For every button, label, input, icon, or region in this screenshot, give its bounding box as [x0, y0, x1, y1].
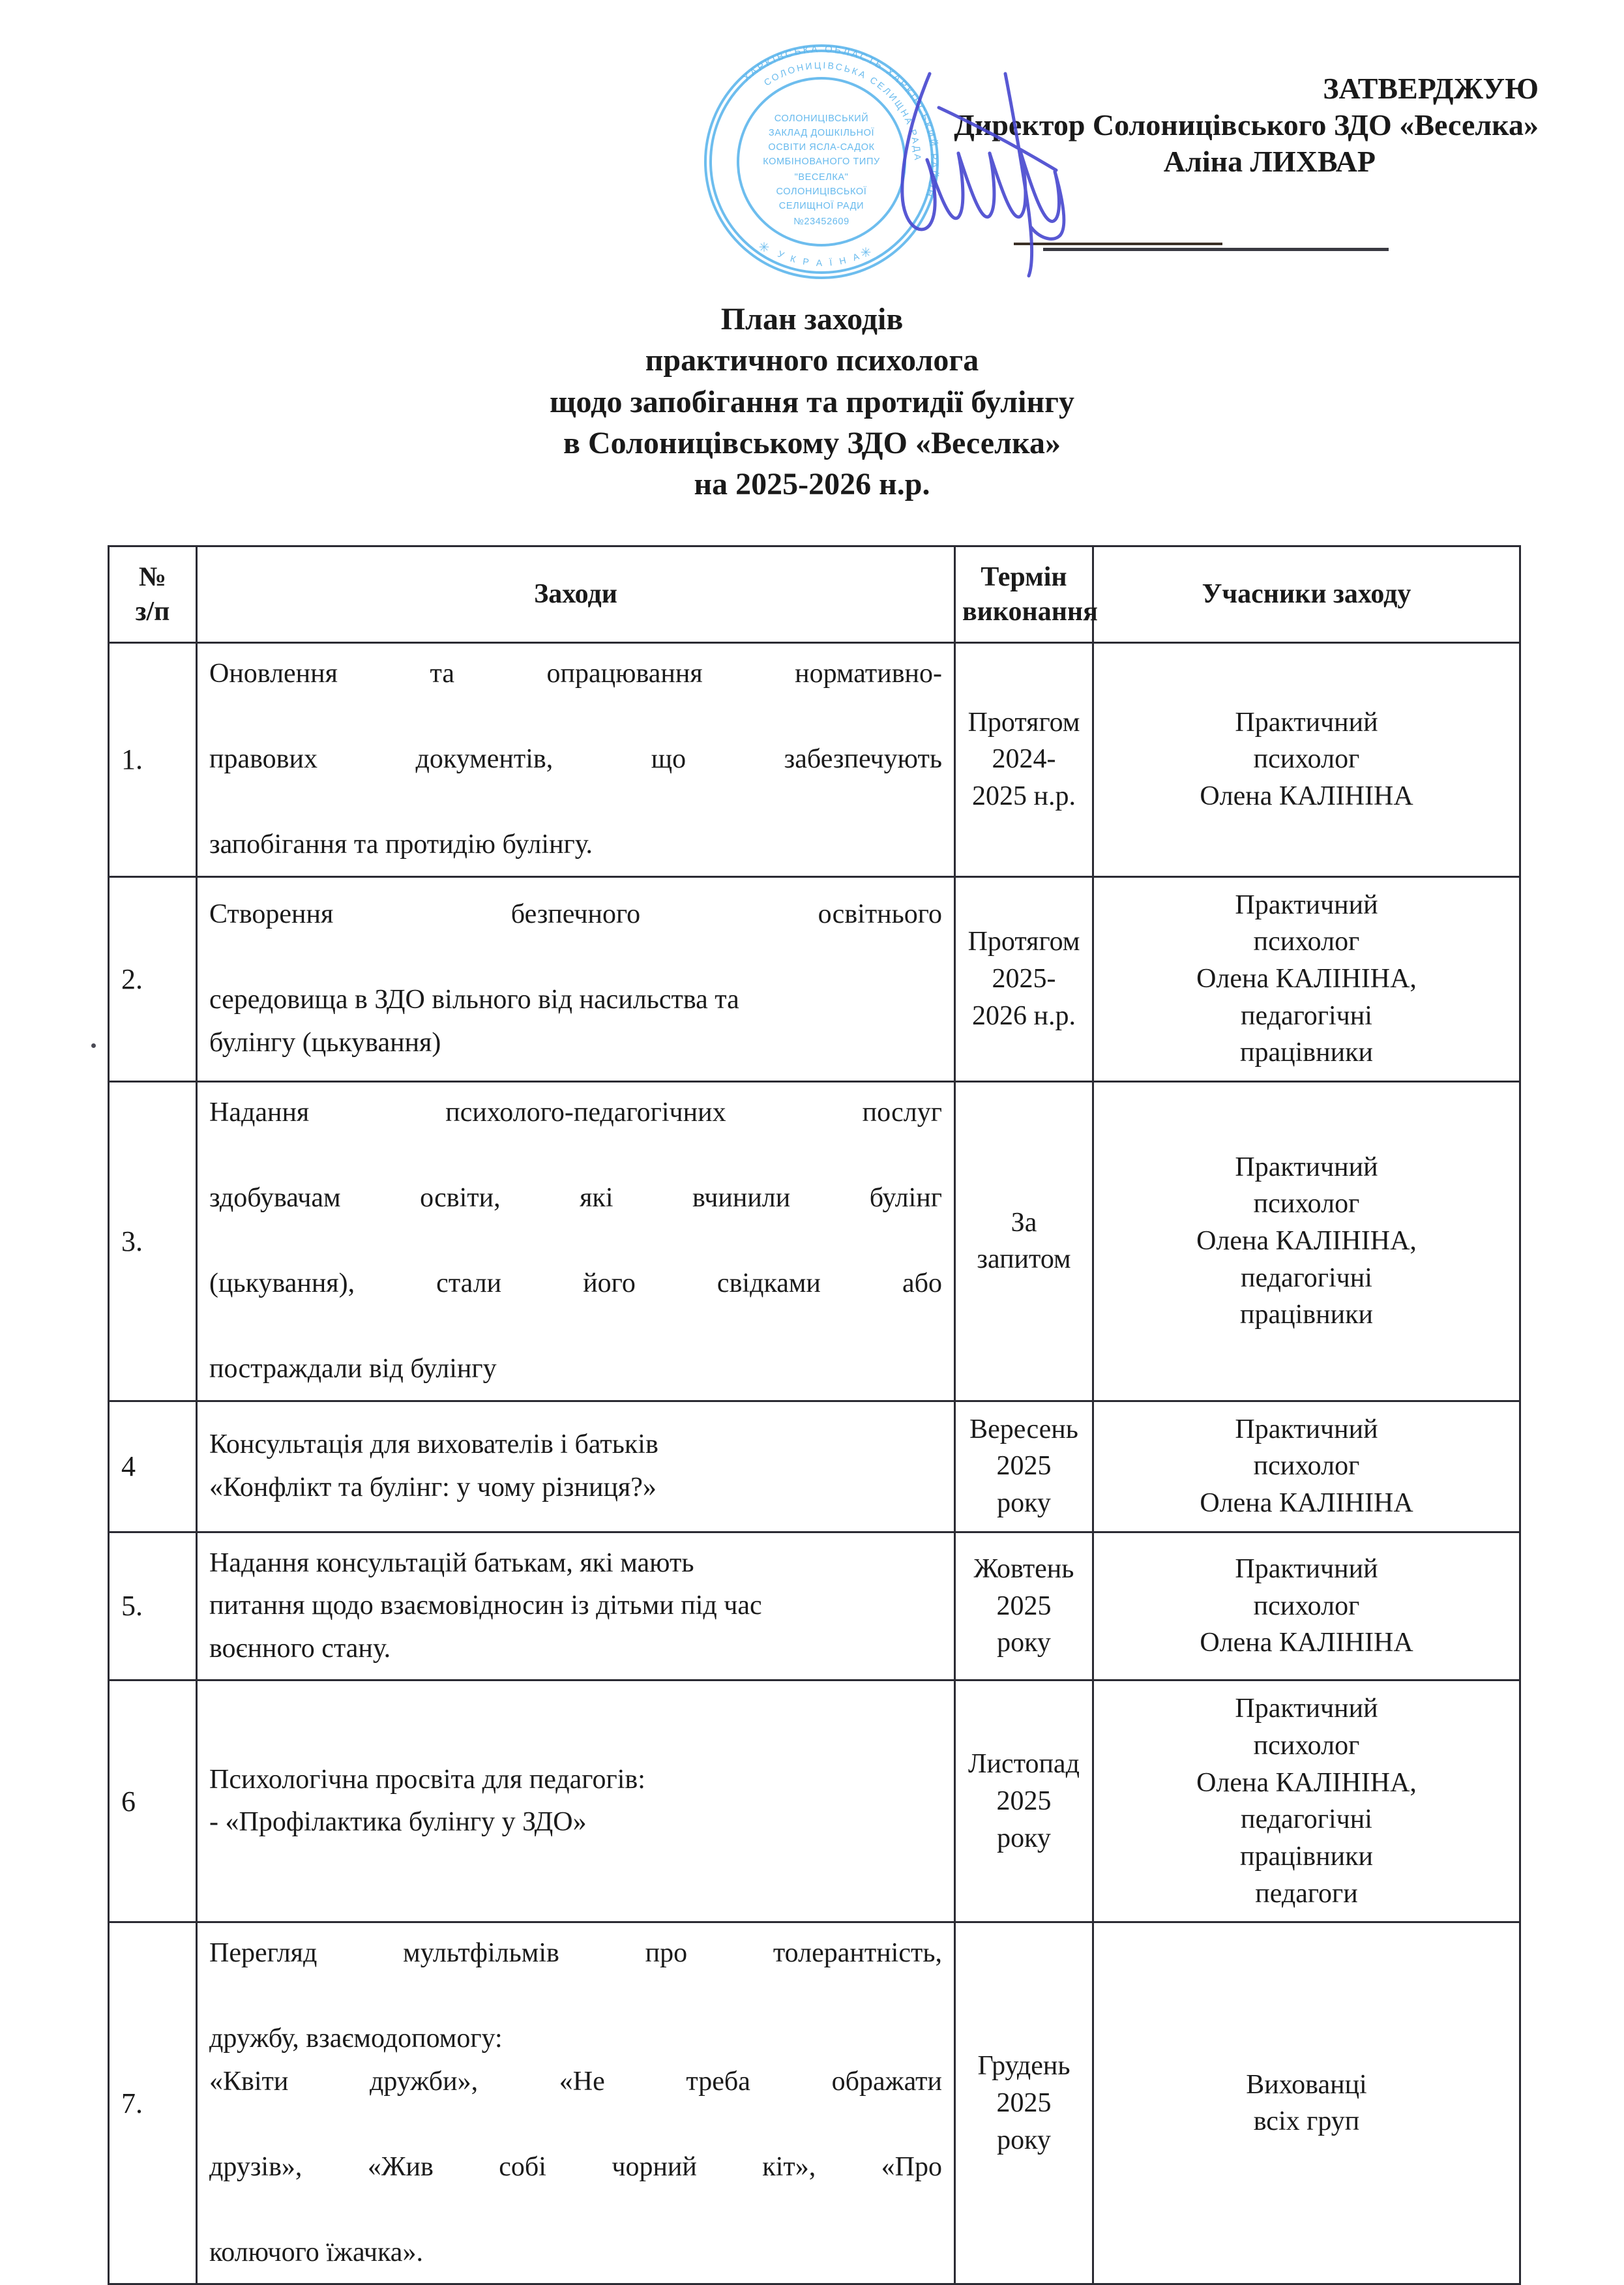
plan-table [108, 545, 1521, 2285]
stamp-center-line-2: ЗАКЛАД ДОШКІЛЬНОЇ [768, 128, 875, 138]
term-line: За запитом [977, 1207, 1071, 1275]
approval-name-line: Аліна ЛИХВАР [1163, 145, 1376, 179]
scan-artifact-dot [91, 1043, 96, 1048]
activity-line: друзів», «Жив собі чорний кіт», «Про [209, 2151, 942, 2182]
participant-line: педагогічні [1241, 1000, 1372, 1031]
participant-line: психолог [1253, 1189, 1360, 1219]
participants-cell [1093, 1082, 1520, 1401]
column-header-number-line-1: № [138, 562, 167, 592]
title-line-2: практичного психолога [645, 343, 979, 378]
column-header-number-line-2: з/п [135, 596, 170, 627]
table-header-row [109, 546, 1520, 643]
approval-block [678, 70, 1539, 180]
activity-line: (цькування), стали його свідками або [209, 1268, 942, 1299]
row-number: 2. [109, 876, 197, 1081]
table-row [109, 1680, 1520, 1922]
stamp-center-line-7: СЕЛИЩНОЇ РАДИ [778, 201, 864, 211]
stamp-inner-ring-text: СОЛОНИЦІВСЬКА СЕЛИЩНА РАДА [761, 59, 924, 162]
participant-line: Олена КАЛІНІНА [1200, 781, 1413, 812]
table-row [109, 1532, 1520, 1680]
activity-line: - «Профілактика булінгу у ЗДО» [209, 1807, 587, 1838]
row-number: 4 [109, 1401, 197, 1532]
row-number: 1. [109, 643, 197, 877]
stamp-bottom-text: У К Р А Ї Н А [776, 248, 863, 269]
table-row [109, 1922, 1520, 2284]
activity-line: Консультація для вихователів і батьків [209, 1429, 658, 1460]
participant-line: психолог [1253, 1591, 1360, 1621]
participant-line: педагогічні [1241, 1262, 1372, 1293]
participant-line: Вихованці [1246, 2069, 1367, 2100]
activity-cell [197, 1401, 955, 1532]
term-cell [955, 876, 1093, 1081]
column-header-participants: Учасники заходу [1093, 546, 1520, 643]
participants-cell [1093, 1922, 1520, 2284]
activity-line: Надання психолого-педагогічних послуг [209, 1098, 942, 1128]
signature-rule-lower [1043, 248, 1389, 251]
activity-cell [197, 876, 955, 1081]
term-line: 2025 року [996, 1591, 1052, 1658]
participant-line: Практичний [1235, 889, 1378, 920]
participant-line: педагоги [1255, 1878, 1358, 1909]
participant-line: працівники [1240, 1300, 1373, 1330]
row-number: 6 [109, 1680, 197, 1922]
activity-line: Оновлення та опрацювання нормативно- [209, 659, 942, 689]
participant-line: Практичний [1235, 707, 1378, 738]
term-cell [955, 1401, 1093, 1532]
activity-line: питання щодо взаємовідносин із дітьми під час [209, 1591, 762, 1621]
column-header-term-line-2: виконання [962, 596, 1098, 627]
title-line-4: в Солоницівському ЗДО «Веселка» [563, 426, 1061, 461]
approval-heading: ЗАТВЕРДЖУЮ [1323, 72, 1539, 105]
activity-line: Психологічна просвіта для педагогів: [209, 1764, 645, 1795]
activity-line: Надання консультацій батькам, які мають [209, 1547, 694, 1578]
table-row [109, 1401, 1520, 1532]
activity-line: постраждали від булінгу [209, 1354, 497, 1384]
activity-line: Створення безпечного освітнього [209, 899, 942, 930]
term-cell [955, 1680, 1093, 1922]
term-line: Грудень [977, 2051, 1070, 2082]
term-line: Протягом [967, 707, 1080, 738]
page-title [0, 299, 1624, 505]
activity-line: «Конфлікт та булінг: у чому різниця?» [209, 1472, 657, 1502]
participant-line: педагогічні [1241, 1804, 1372, 1835]
row-number: 3. [109, 1082, 197, 1401]
participant-line: Олена КАЛІНІНА, [1196, 963, 1417, 994]
term-cell [955, 643, 1093, 877]
activity-line: воєнного стану. [209, 1633, 391, 1664]
activity-cell [197, 643, 955, 877]
participant-line: Олена КАЛІНІНА [1200, 1628, 1413, 1658]
term-line: Листопад [968, 1749, 1080, 1780]
table-row [109, 1082, 1520, 1401]
participants-cell [1093, 643, 1520, 877]
activity-line: середовища в ЗДО вільного від насильства та [209, 985, 739, 1015]
term-line: Жовтень [973, 1553, 1074, 1584]
participant-line: Практичний [1235, 1694, 1378, 1724]
stamp-star-right-icon: ✳ [860, 246, 872, 260]
participant-line: всіх груп [1253, 2106, 1360, 2137]
stamp-center-line-8: №23452609 [793, 217, 849, 227]
participant-line: Практичний [1235, 1152, 1378, 1182]
participant-line: працівники [1240, 1841, 1373, 1872]
activity-cell [197, 1680, 955, 1922]
participant-line: Олена КАЛІНІНА [1200, 1488, 1413, 1518]
signature-rule-upper [1014, 243, 1222, 245]
stamp-center-line-5: "ВЕСЕЛКА" [794, 172, 849, 183]
participant-line: психолог [1253, 1451, 1360, 1482]
term-line: 2025 року [996, 1785, 1052, 1853]
term-cell [955, 1082, 1093, 1401]
term-line: 2025 року [996, 2088, 1052, 2155]
activity-line: колючого їжачка». [209, 2237, 423, 2267]
participant-line: Олена КАЛІНІНА, [1196, 1225, 1417, 1256]
title-line-3: щодо запобігання та протидії булінгу [550, 384, 1074, 419]
activity-cell [197, 1082, 955, 1401]
term-line: 2024-2025 н.р. [972, 744, 1076, 812]
participants-cell [1093, 1680, 1520, 1922]
participant-line: Практичний [1235, 1414, 1378, 1444]
participants-cell [1093, 1532, 1520, 1680]
table-row [109, 643, 1520, 877]
term-line: 2025 року [996, 1451, 1052, 1518]
title-line-5: на 2025-2026 н.р. [694, 467, 930, 502]
term-line: Вересень [969, 1414, 1078, 1444]
activity-line: «Квіти дружби», «Не треба ображати [209, 2066, 942, 2097]
stamp-center-line-1: СОЛОНИЦІВСЬКИЙ [774, 113, 869, 124]
term-cell [955, 1532, 1093, 1680]
stamp-center-line-4: КОМБІНОВАНОГО ТИПУ [763, 157, 880, 167]
term-cell [955, 1922, 1093, 2284]
column-header-activity: Заходи [197, 546, 955, 643]
activity-line: Перегляд мультфільмів про толерантність, [209, 1938, 942, 1969]
row-number: 5. [109, 1532, 197, 1680]
column-header-number [109, 546, 197, 643]
title-line-1: План заходів [720, 302, 904, 336]
activity-cell [197, 1532, 955, 1680]
activity-line: здобувачам освіти, які вчинили булінг [209, 1183, 942, 1214]
participants-cell [1093, 1401, 1520, 1532]
activity-line: запобігання та протидію булінгу. [209, 829, 593, 860]
stamp-center-line-6: СОЛОНИЦІВСЬКОЇ [776, 187, 867, 197]
participants-cell [1093, 876, 1520, 1081]
activity-line: булінгу (цькування) [209, 1027, 441, 1058]
participant-line: психолог [1253, 927, 1360, 957]
column-header-term-line-1: Термін [981, 562, 1067, 592]
column-header-term [955, 546, 1098, 643]
stamp-star-left-icon: ✳ [758, 241, 770, 255]
participant-line: Практичний [1235, 1553, 1378, 1584]
participant-line: працівники [1240, 1038, 1373, 1068]
activity-line: дружбу, взаємодопомогу: [209, 2024, 503, 2054]
activity-cell [197, 1922, 955, 2284]
term-line: 2025-2026 н.р. [972, 963, 1076, 1031]
participant-line: психолог [1253, 744, 1360, 775]
participant-line: психолог [1253, 1730, 1360, 1761]
approval-role-line: Директор Солоницівського ЗДО «Веселка» [954, 108, 1539, 142]
table-row [109, 876, 1520, 1081]
stamp-outer-ring-text: ХАРКІВСЬКА ОБЛАСТЬ ХАРКІВСЬКИЙ РАЙОН [741, 43, 940, 200]
row-number: 7. [109, 1922, 197, 2284]
stamp-center-line-3: ОСВІТИ ЯСЛА-САДОК [768, 142, 875, 153]
activity-line: правових документів, що забезпечують [209, 744, 942, 775]
term-line: Протягом [967, 927, 1080, 957]
participant-line: Олена КАЛІНІНА, [1196, 1767, 1417, 1798]
